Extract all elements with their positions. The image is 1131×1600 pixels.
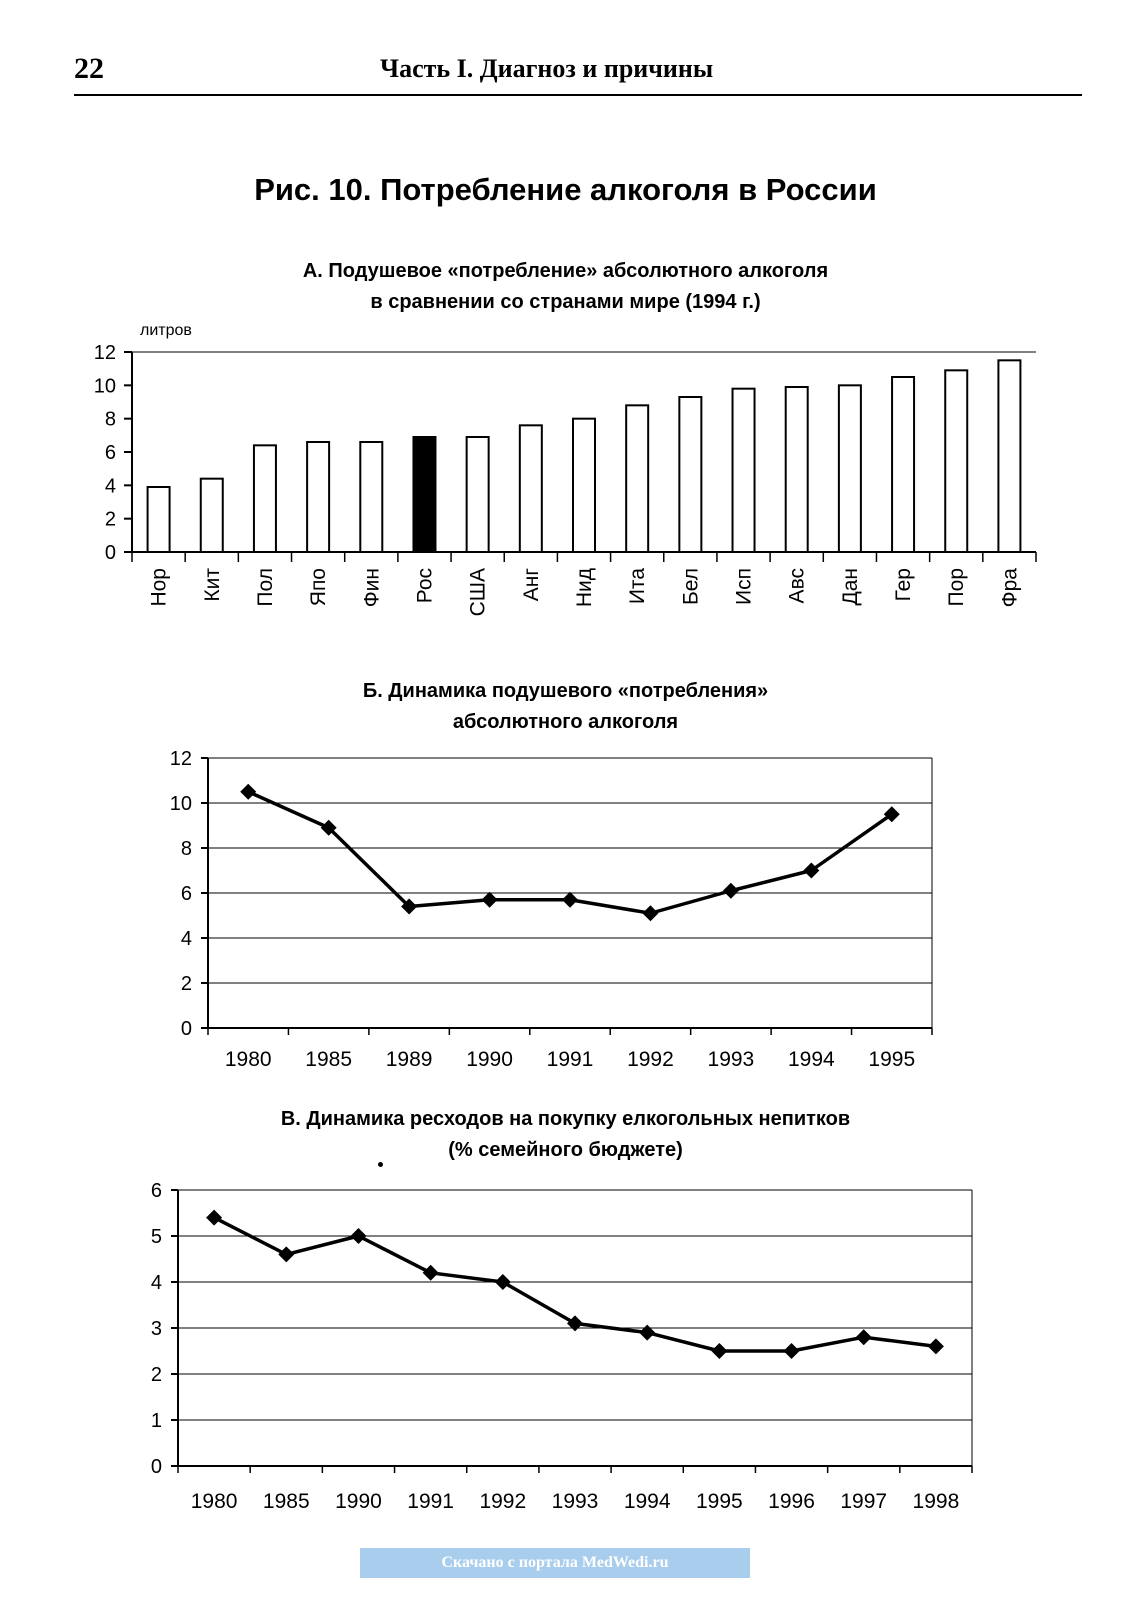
data-point-marker — [784, 1343, 800, 1359]
x-tick-label: Рос — [413, 568, 437, 604]
x-tick-label: 1997 — [840, 1490, 888, 1513]
data-point-marker — [567, 1315, 583, 1331]
x-tick-label: Ита — [626, 568, 650, 605]
x-tick-label: 1990 — [466, 1048, 513, 1071]
x-tick-label: США — [466, 568, 490, 617]
chart-b-title-line2: абсолютного алкоголя — [452, 711, 679, 733]
chart-b-title-line1: Б. Динамика подушевого «потребления» — [362, 680, 769, 702]
x-tick-label: Нид — [573, 568, 596, 608]
x-tick-label: 1991 — [407, 1490, 454, 1513]
data-point-marker — [928, 1338, 944, 1354]
x-tick-label: Кит — [200, 568, 224, 602]
data-point-marker — [639, 1325, 655, 1341]
x-tick-label: Бел — [679, 568, 703, 606]
x-tick-label: 1995 — [868, 1048, 916, 1071]
running-header: Часть I. Диагноз и причины — [380, 54, 714, 83]
x-tick-label: 1990 — [335, 1490, 382, 1513]
x-tick-label: 1995 — [696, 1490, 743, 1513]
data-point-marker — [206, 1210, 222, 1226]
y-tick-label: 4 — [104, 475, 116, 498]
x-tick-label: Авс — [785, 568, 809, 604]
data-point-marker — [856, 1329, 872, 1345]
data-point-marker — [350, 1228, 366, 1244]
x-tick-label: Исп — [732, 568, 756, 605]
x-tick-label: 1980 — [224, 1048, 272, 1071]
x-tick-label: 1985 — [305, 1048, 353, 1071]
chart-a-unit-label: литров — [140, 322, 192, 339]
chart-a-title-line1: А. Подушевое «потребление» абсолютного алкоголя — [302, 260, 829, 282]
data-point-marker — [711, 1343, 727, 1359]
x-tick-label: 1980 — [190, 1490, 238, 1513]
x-tick-label: 1992 — [479, 1490, 527, 1513]
y-tick-label: 12 — [169, 748, 192, 770]
x-tick-label: Япо — [307, 568, 331, 607]
watermark-banner: Скачано с портала MedWedi.ru — [360, 1548, 750, 1578]
chart-a-title-line2: в сравнении со странами мире (1994 г.) — [370, 291, 761, 313]
x-tick-label: 1998 — [912, 1490, 960, 1513]
x-tick-label: Пор — [945, 568, 969, 607]
data-point-marker — [495, 1274, 511, 1290]
figure-title: Рис. 10. Потребление алкоголя в России — [254, 172, 877, 207]
y-tick-label: 5 — [150, 1226, 162, 1248]
y-tick-label: 6 — [150, 1180, 162, 1202]
x-tick-label: Фра — [998, 568, 1022, 608]
data-point-marker — [278, 1246, 294, 1262]
y-tick-label: 10 — [169, 793, 192, 815]
y-tick-label: 0 — [180, 1018, 192, 1040]
y-tick-label: 8 — [104, 408, 116, 431]
x-tick-label: Дан — [838, 568, 862, 606]
y-tick-label: 3 — [150, 1318, 162, 1340]
y-tick-label: 6 — [104, 442, 116, 464]
y-tick-label: 12 — [93, 342, 116, 364]
data-point-marker — [423, 1265, 439, 1281]
y-tick-label: 0 — [104, 542, 116, 564]
y-tick-label: 1 — [150, 1410, 162, 1432]
y-tick-label: 2 — [104, 508, 116, 531]
x-tick-label: 1991 — [546, 1048, 594, 1071]
y-tick-label: 4 — [180, 928, 192, 950]
x-tick-label: 1993 — [551, 1490, 599, 1513]
x-tick-label: 1992 — [627, 1048, 674, 1071]
x-tick-label: Анг — [519, 568, 543, 602]
x-tick-label: Нор — [147, 568, 171, 607]
x-tick-label: Фин — [360, 568, 384, 608]
x-tick-label: 1989 — [385, 1048, 433, 1071]
y-tick-label: 2 — [180, 973, 192, 995]
y-tick-label: 8 — [180, 838, 192, 860]
page-number: 22 — [74, 52, 104, 85]
x-tick-label: 1994 — [787, 1048, 835, 1071]
y-tick-label: 6 — [180, 883, 192, 905]
x-tick-label: Пол — [253, 568, 277, 607]
y-tick-label: 4 — [150, 1272, 162, 1294]
y-tick-label: 2 — [150, 1364, 162, 1386]
y-tick-label: 0 — [150, 1456, 162, 1478]
x-tick-label: Гер — [892, 568, 916, 602]
chart-c-title-line1: В. Динамика ресходов на покупку елкогольных непитков — [280, 1108, 851, 1130]
x-tick-label: 1985 — [262, 1490, 310, 1513]
y-tick-label: 10 — [93, 375, 116, 398]
x-tick-label: 1993 — [707, 1048, 755, 1071]
chart-c-title-line2: (% семейного бюджете) — [448, 1139, 683, 1161]
x-tick-label: 1994 — [623, 1490, 671, 1513]
x-tick-label: 1996 — [768, 1490, 815, 1513]
